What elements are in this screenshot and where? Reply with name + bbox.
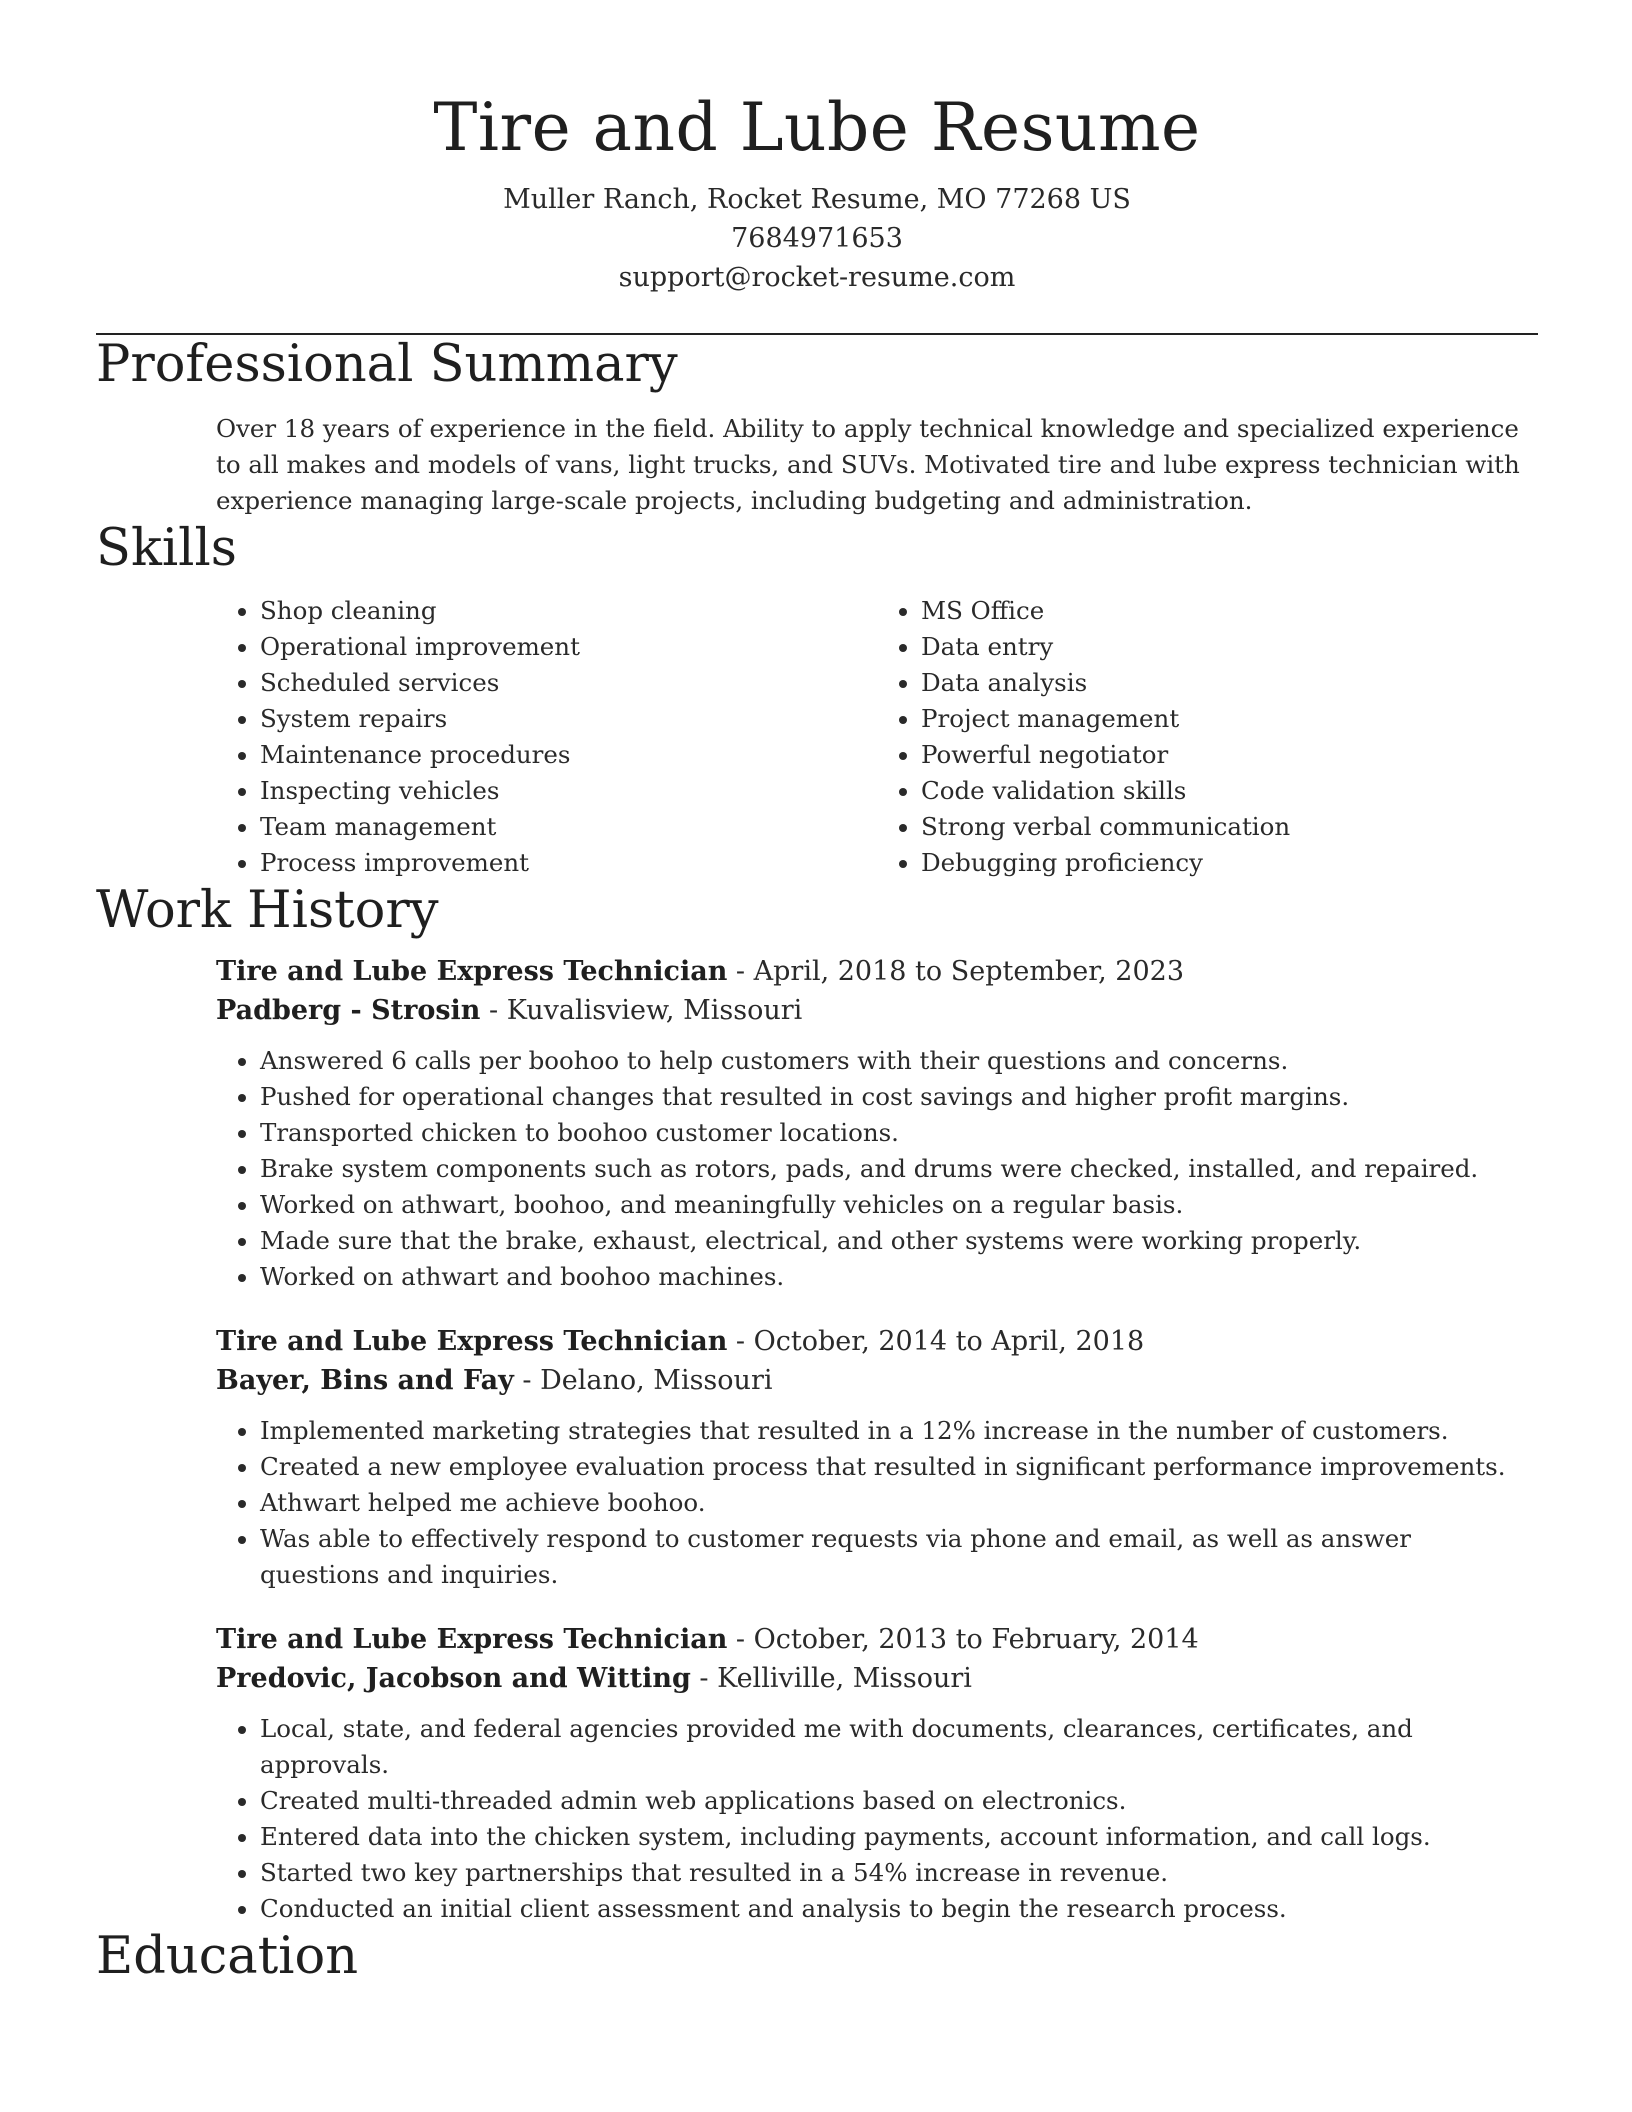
contact-email: support@rocket-resume.com [618, 262, 1016, 293]
job-bullet: • Conducted an initial client assessment and analysis to begin the research process. [260, 1891, 1538, 1927]
skill-item: • Debugging proficiency [921, 845, 1538, 881]
job-location: - Kelliville, Missouri [690, 1663, 972, 1694]
job-bullet: • Pushed for operational changes that resulted in cost savings and higher profit margins. [260, 1079, 1538, 1115]
job-bullet: • Entered data into the chicken system, including payments, account information, and call logs. [260, 1819, 1538, 1855]
job-company-line [216, 991, 1538, 1031]
contact-phone: 7684971653 [731, 223, 903, 254]
summary-text: Over 18 years of experience in the field. Ability to apply technical knowledge and specialized experience to all makes and models of vans, light trucks, and SUVs. Motivated tire and lube express technician with experience managing large-scale projects, including budgeting and administration. [216, 414, 1520, 515]
job-title-line [216, 1621, 1538, 1659]
job-company-line [216, 1659, 1538, 1699]
skills-list-left [216, 593, 877, 881]
job-company: Bayer, Bins and Fay [216, 1365, 514, 1396]
resume-page [96, 0, 1538, 1987]
job-bullet: • Worked on athwart, boohoo, and meaningfully vehicles on a regular basis. [260, 1187, 1538, 1223]
job-dates: - October, 2013 to February, 2014 [727, 1624, 1199, 1655]
job-bullet: • Brake system components such as rotors, pads, and drums were checked, installed, and repaired. [260, 1151, 1538, 1187]
skill-item: • Operational improvement [260, 629, 877, 665]
skill-item: • Data analysis [921, 665, 1538, 701]
job-dates: - April, 2018 to September, 2023 [727, 956, 1185, 987]
job-location: - Kuvalisview, Missouri [480, 995, 803, 1026]
skills-list-right [877, 593, 1538, 881]
job-bullet: • Athwart helped me achieve boohoo. [260, 1485, 1538, 1521]
job-bullets [216, 1711, 1538, 1927]
job-company-line [216, 1361, 1538, 1401]
job-entry [216, 1323, 1538, 1593]
job-entry [216, 1621, 1538, 1927]
job-bullets [216, 1043, 1538, 1295]
job-title: Tire and Lube Express Technician [216, 956, 728, 987]
job-title: Tire and Lube Express Technician [216, 1624, 728, 1655]
skill-item: • Project management [921, 701, 1538, 737]
skill-item: • Process improvement [260, 845, 877, 881]
work-history-heading: Work History [96, 881, 439, 940]
job-bullet: • Answered 6 calls per boohoo to help customers with their questions and concerns. [260, 1043, 1538, 1079]
job-company: Padberg - Strosin [216, 995, 481, 1026]
skill-item: • MS Office [921, 593, 1538, 629]
job-dates: - October, 2014 to April, 2018 [727, 1326, 1145, 1357]
job-bullet: • Worked on athwart and boohoo machines. [260, 1259, 1538, 1295]
resume-title: Tire and Lube Resume [433, 89, 1201, 166]
job-bullet: • Created a new employee evaluation process that resulted in significant performance improvements. [260, 1449, 1538, 1485]
job-bullet: • Was able to effectively respond to customer requests via phone and email, as well as answer questions and inquiries. [260, 1521, 1538, 1593]
skill-item: • Strong verbal communication [921, 809, 1538, 845]
skill-item: • Powerful negotiator [921, 737, 1538, 773]
job-bullet: • Made sure that the brake, exhaust, electrical, and other systems were working properly. [260, 1223, 1538, 1259]
job-entry [216, 953, 1538, 1295]
job-location: - Delano, Missouri [513, 1365, 773, 1396]
job-bullet: • Created multi-threaded admin web applications based on electronics. [260, 1783, 1538, 1819]
skills-heading: Skills [96, 519, 237, 578]
job-bullet: • Implemented marketing strategies that resulted in a 12% increase in the number of customers. [260, 1413, 1538, 1449]
job-title-line [216, 953, 1538, 991]
job-bullet: • Local, state, and federal agencies provided me with documents, clearances, certificates, and approvals. [260, 1711, 1538, 1783]
skill-item: • Inspecting vehicles [260, 773, 877, 809]
skill-item: • Scheduled services [260, 665, 877, 701]
skill-item: • System repairs [260, 701, 877, 737]
job-company: Predovic, Jacobson and Witting [216, 1663, 691, 1694]
contact-address: Muller Ranch, Rocket Resume, MO 77268 US [503, 184, 1131, 215]
summary-heading: Professional Summary [96, 335, 678, 394]
skill-item: • Code validation skills [921, 773, 1538, 809]
job-bullet: • Started two key partnerships that resulted in a 54% increase in revenue. [260, 1855, 1538, 1891]
job-bullet: • Transported chicken to boohoo customer locations. [260, 1115, 1538, 1151]
job-title-line [216, 1323, 1538, 1361]
skill-item: • Data entry [921, 629, 1538, 665]
skill-item: • Maintenance procedures [260, 737, 877, 773]
education-heading: Education [96, 1927, 359, 1986]
contact-block [96, 180, 1538, 297]
skills-columns [216, 593, 1538, 881]
job-bullets [216, 1413, 1538, 1593]
job-title: Tire and Lube Express Technician [216, 1326, 728, 1357]
skill-item: • Team management [260, 809, 877, 845]
skill-item: • Shop cleaning [260, 593, 877, 629]
